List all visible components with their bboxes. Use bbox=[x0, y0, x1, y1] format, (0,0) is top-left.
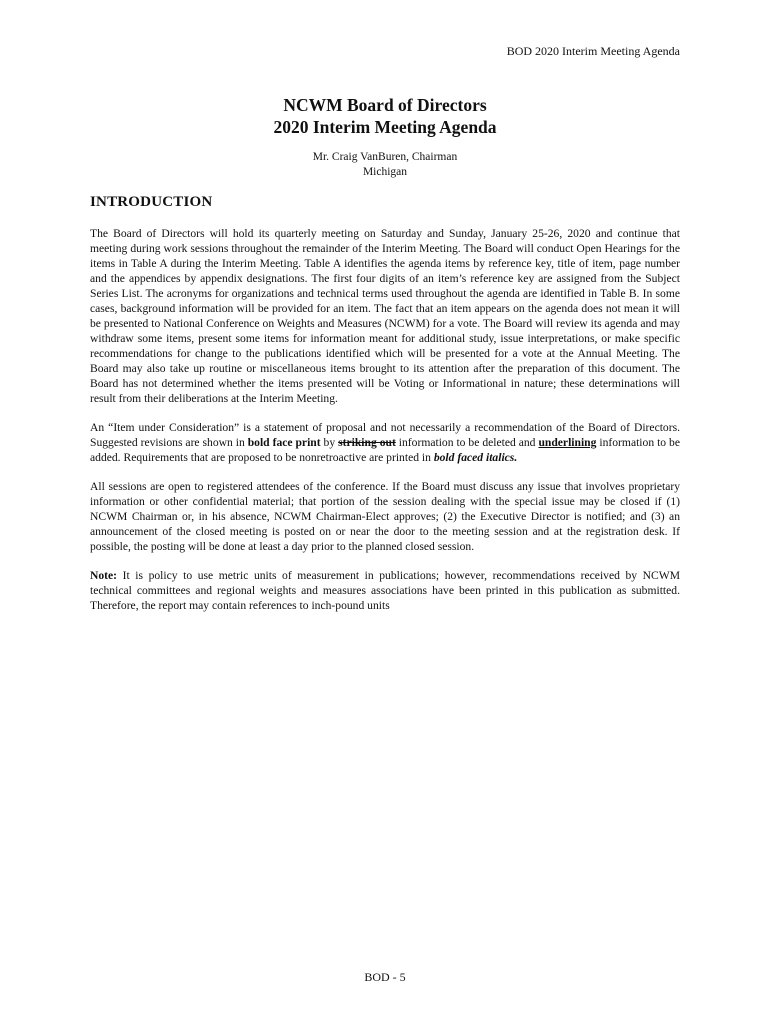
document-title: NCWM Board of Directors bbox=[283, 95, 487, 115]
note-label: Note: bbox=[90, 569, 118, 582]
note-text: It is policy to use metric units of measurement in publications; however, recommendations received by NCWM technical committees and regional weights and measures associations have been printed in this publication as submitted. Therefore, the report may contain references to inch-pound units bbox=[90, 569, 680, 612]
section-heading: INTRODUCTION bbox=[90, 194, 213, 210]
running-header: BOD 2020 Interim Meeting Agenda bbox=[506, 44, 680, 58]
chair-state: Michigan bbox=[362, 166, 408, 178]
bold-italic-example: bold faced italics. bbox=[433, 451, 518, 464]
text-run: by bbox=[320, 436, 339, 449]
underline-example: underlining bbox=[538, 436, 597, 449]
paragraph-sessions: All sessions are open to registered attendees of the conference. If the Board must discuss any issue that involves proprietary information or other confidential material; that portion of the session dealing with the special issue may be closed if (1) NCWM Chairman or, in his absence, NCWM Chairman-Elect approves; (2) the Executive Director is notified; and (3) an announcement of the closed meeting is posted on or near the door to the meeting session and at the registration desk. If possible, the posting will be done at least a day prior to the planned closed session. bbox=[90, 480, 680, 553]
body-text bbox=[90, 226, 680, 627]
text-run: An “Item under Consideration” is a statement of proposal and not necessarily a recommendation of the Board of Directors. Suggested revisions are shown in bbox=[90, 421, 680, 449]
paragraph-intro: The Board of Directors will hold its quarterly meeting on Saturday and Sunday, January 25-26, 2020 and continue that meeting during work sessions throughout the remainder of the Interim Meeting. The Board will conduct Open Hearings for the items in Table A during the Interim Meeting. Table A identifies the agenda items by reference key, title of item, page number and the appendices by appendix designations. The first four digits of an item’s reference key are assigned from the Subject Series List. The acronyms for organizations and technical terms used throughout the agenda are identified in Table B. In some cases, background information will be provided for an item. The fact that an item appears on the agenda does not mean it will be presented to National Conference on Weights and Measures (NCWM) for a vote. The Board will review its agenda and may withdraw some items, present some items for information meant for additional study, issue interpretations, or make specific recommendations for change to the publications identified which will be presented for a vote at the Annual Meeting. The Board may also take up routine or miscellaneous items brought to its attention after the preparation of this document. The Board has not determined whether the items presented will be Voting or Informational in nature; these determinations will result from their deliberations at the Interim Meeting. bbox=[90, 227, 680, 405]
document-subtitle: 2020 Interim Meeting Agenda bbox=[273, 117, 497, 137]
bold-example: bold face print bbox=[247, 436, 321, 449]
chair-block bbox=[0, 150, 770, 180]
paragraph-item-under-consideration bbox=[90, 420, 680, 465]
text-run: information to be deleted and bbox=[395, 436, 539, 449]
strikeout-example: striking out bbox=[338, 436, 396, 449]
page-number: BOD - 5 bbox=[364, 970, 406, 984]
paragraph-note bbox=[90, 568, 680, 613]
text-run: information to be added. Requirements that are proposed to be nonretroactive are printed in bbox=[90, 436, 680, 464]
title-block bbox=[0, 94, 770, 180]
chair-name: Mr. Craig VanBuren, Chairman bbox=[312, 151, 458, 163]
